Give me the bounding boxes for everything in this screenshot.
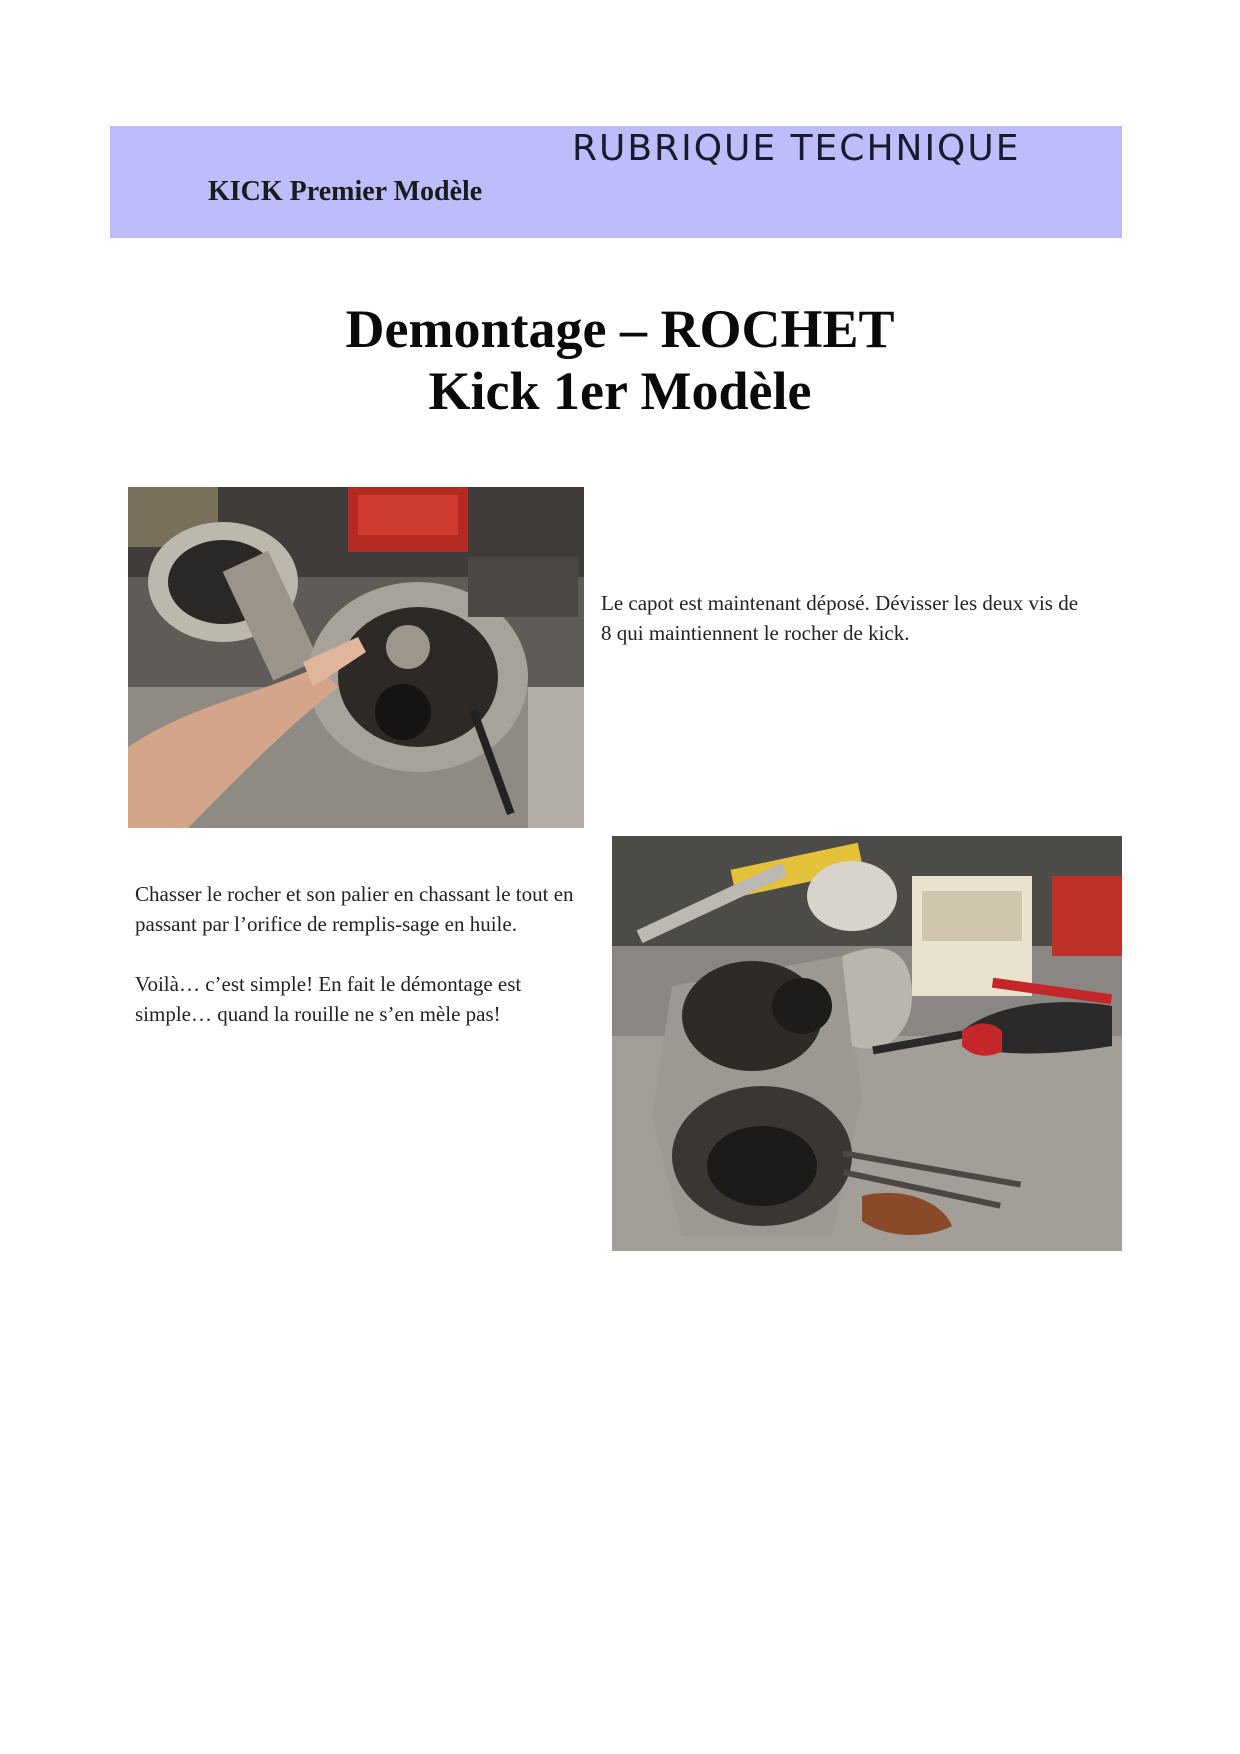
photo-engine-cover-image — [128, 487, 584, 828]
caption-paragraph-1: Chasser le rocher et son palier en chassant le tout en passant par l’orifice de remplis-sage en huile. — [135, 882, 574, 936]
header-banner — [110, 126, 1122, 238]
caption-paragraph-2: Voilà… c’est simple! En fait le démontage est simple… quand la rouille ne s’en mèle pas! — [135, 972, 522, 1026]
banner-subtitle: KICK Premier Modèle — [208, 176, 483, 207]
title-line-1: Demontage – ROCHET — [345, 299, 895, 359]
photo-gearbox-casing-image — [612, 836, 1122, 1251]
page-title — [0, 298, 1240, 422]
title-line-2: Kick 1er Modèle — [428, 361, 812, 421]
photo-gearbox-casing — [612, 836, 1122, 1251]
caption-section-2 — [135, 879, 595, 1059]
photo-engine-cover — [128, 487, 584, 828]
caption-section-1: Le capot est maintenant déposé. Dévisser les deux vis de 8 qui maintiennent le rocher de kick. — [601, 591, 1079, 645]
rubrique-label: RUBRIQUE TECHNIQUE — [572, 128, 1021, 169]
